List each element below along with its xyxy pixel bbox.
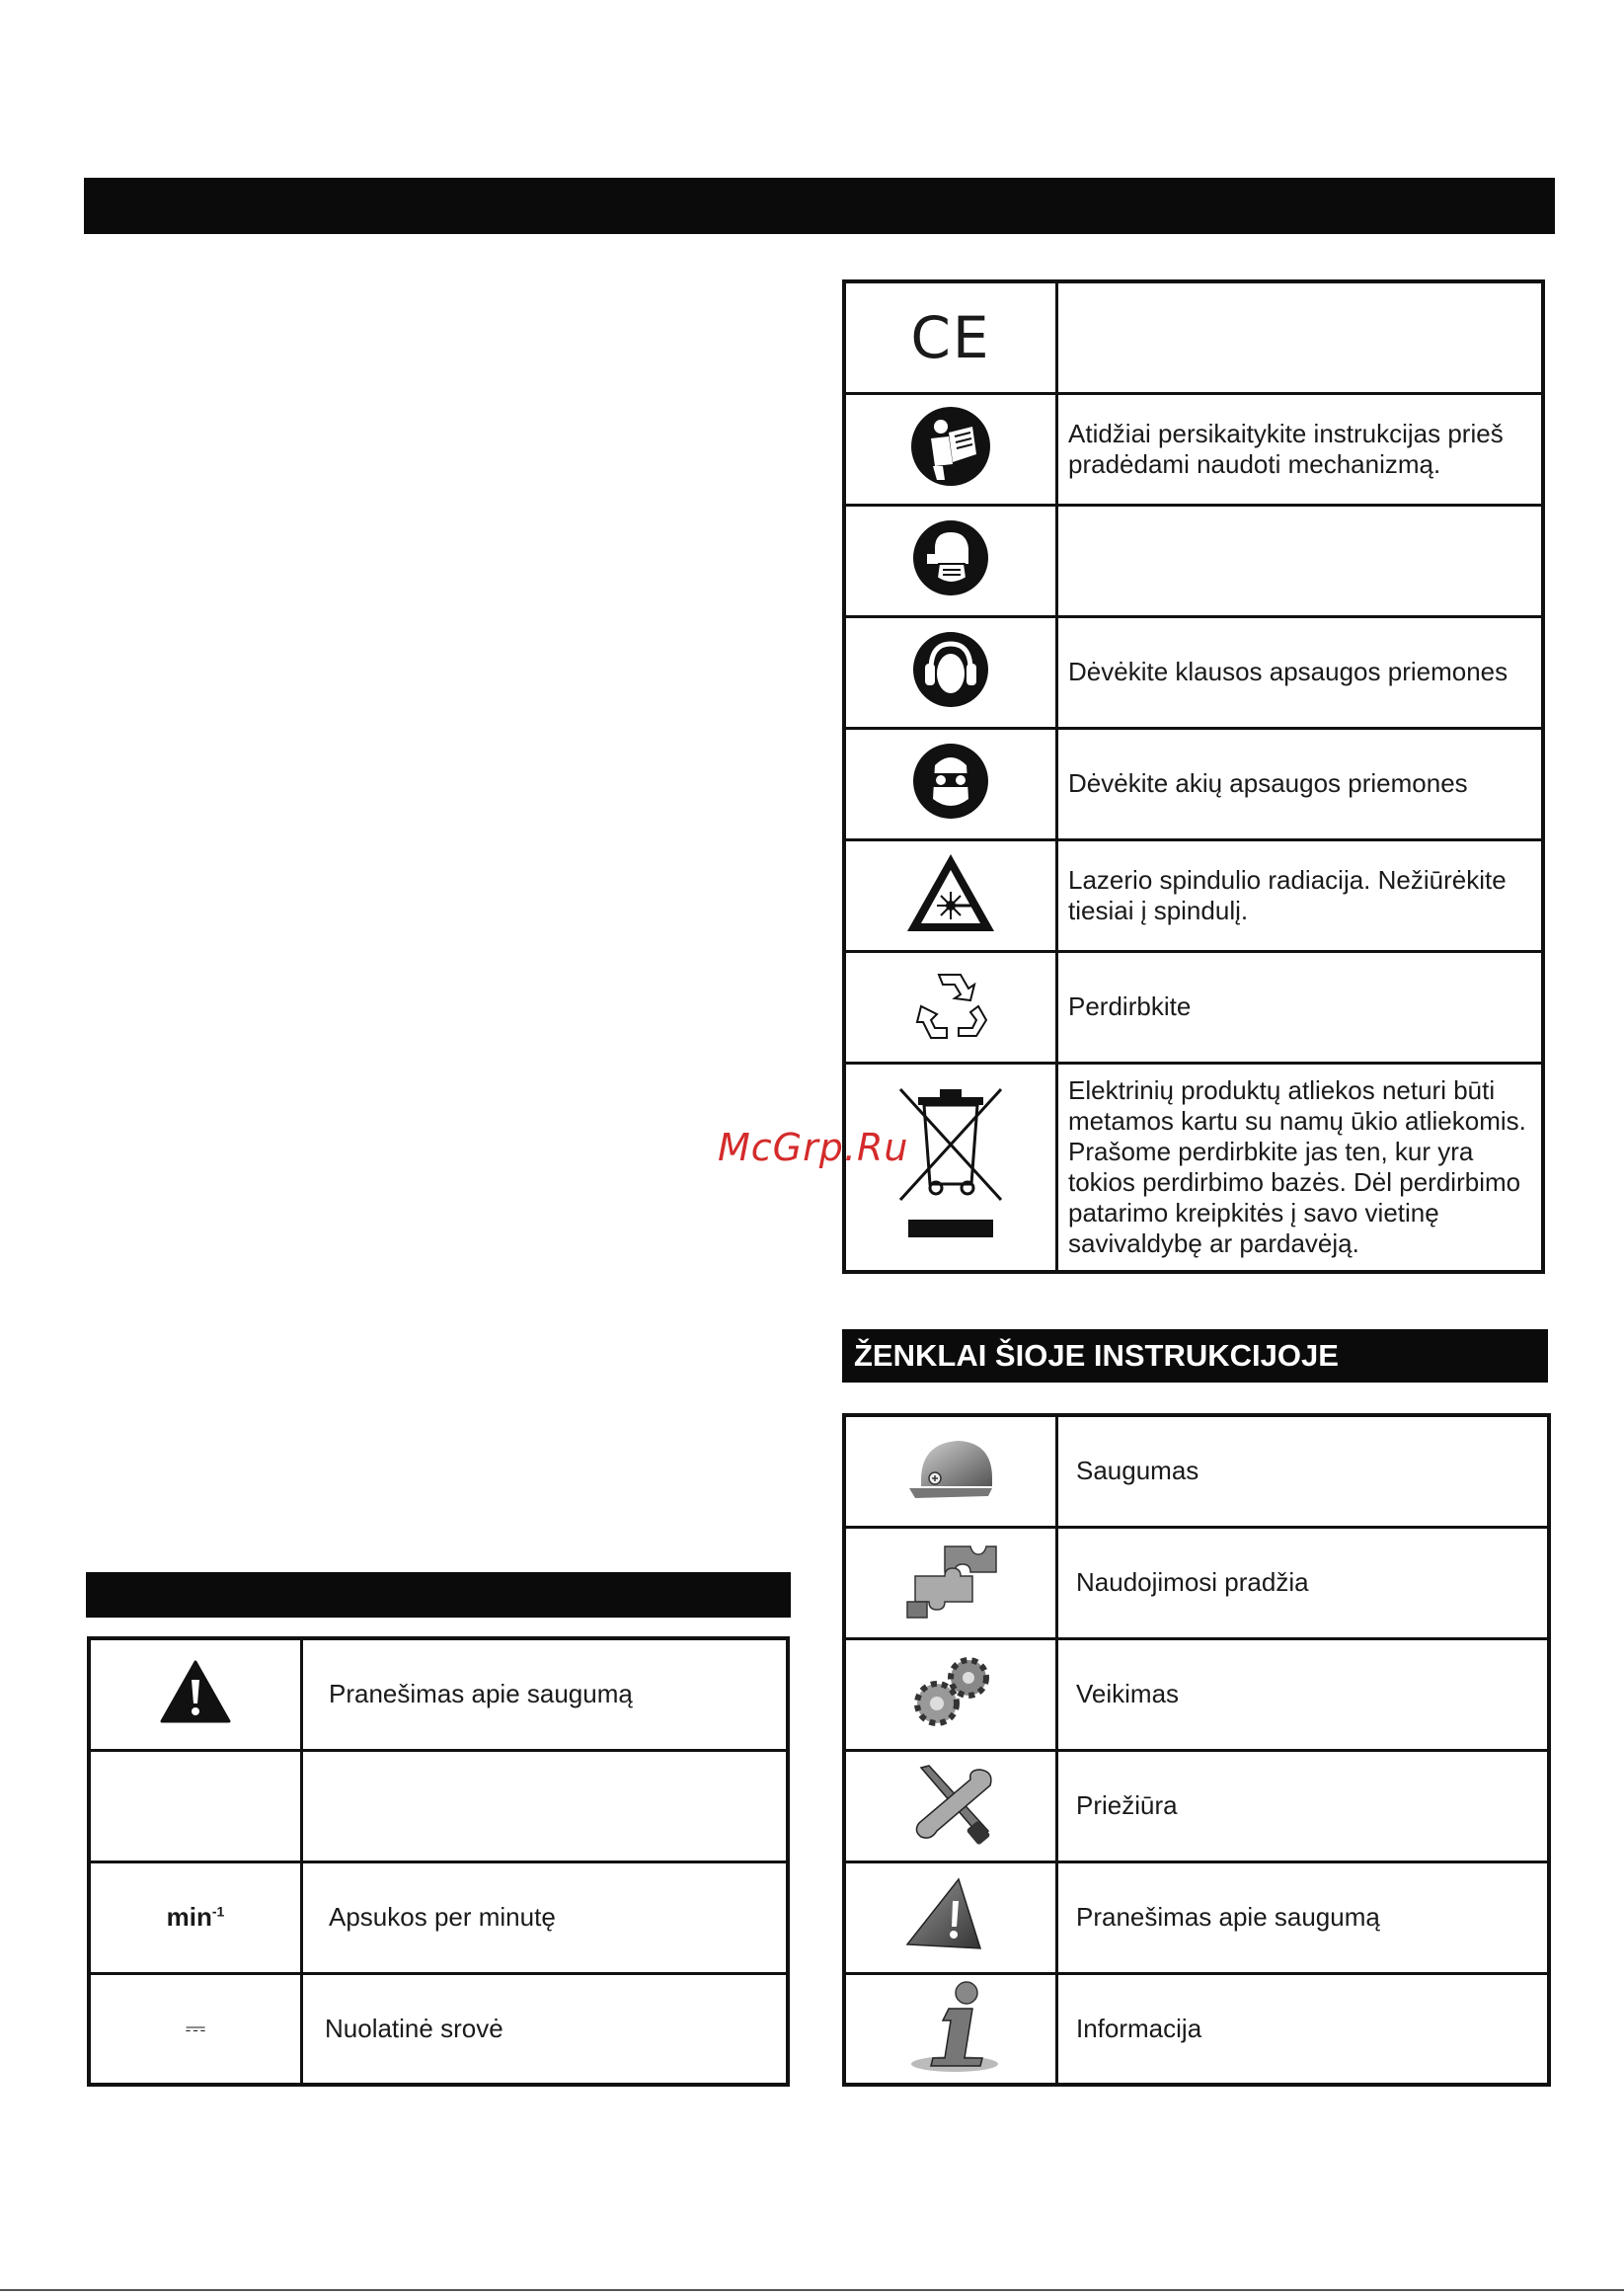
direct-current-icon: ⎓ <box>185 2013 206 2043</box>
table-row <box>844 1973 1549 2085</box>
table-row <box>89 1750 788 1861</box>
symbol-description: Perdirbkite <box>1057 951 1544 1063</box>
ear-protection-icon <box>911 630 990 709</box>
read-manual-icon <box>909 405 992 488</box>
info-icon <box>901 1979 1000 2074</box>
ce-mark-cell <box>844 281 1057 393</box>
laser-warning-icon <box>903 850 998 935</box>
eye-protection-icon <box>911 742 990 821</box>
table-row <box>844 616 1543 728</box>
warning-sign-icon <box>901 1875 1000 1954</box>
section-heading: ŽENKLAI ŠIOJE INSTRUKCIJOJE <box>842 1329 1548 1383</box>
recycle-icon <box>909 967 992 1042</box>
section-header-bar <box>86 1572 791 1618</box>
table-row <box>89 1638 788 1750</box>
gears-icon <box>901 1652 1000 1731</box>
sign-description: Informacija <box>1057 1973 1550 2085</box>
symbol-description: Nuolatinė srovė <box>302 1973 789 2085</box>
symbol-description <box>302 1750 789 1861</box>
table-row <box>844 1063 1543 1272</box>
symbol-description: Elektrinių produktų atliekos neturi būti metamos kartu su namų ūkio atliekomis. Prašome perdirbkite jas ten, kur yra tokios perdirbimo bazės. Dėl perdirbimo patarimo kreipkitės į savo vietinę savivaldybę ar pardavėją. <box>1057 1063 1544 1272</box>
symbol-description: Dėvėkite akių apsaugos priemones <box>1057 728 1544 839</box>
table-row <box>844 839 1543 951</box>
weee-bin-icon <box>896 1085 1005 1243</box>
tools-icon <box>901 1762 1000 1845</box>
rpm-symbol: $\min^{-1}$ <box>166 1902 225 1932</box>
ce-mark-icon: CE <box>910 303 991 371</box>
hard-hat-icon <box>901 1431 1000 1506</box>
warning-triangle-icon <box>160 1660 231 1723</box>
table-row <box>844 1861 1549 1973</box>
table-row <box>844 951 1543 1063</box>
sign-description: Naudojimosi pradžia <box>1057 1527 1550 1638</box>
table-row <box>844 505 1543 616</box>
manual-signs-table <box>842 1413 1551 2087</box>
sign-description: Pranešimas apie saugumą <box>1057 1861 1550 1973</box>
dust-mask-icon <box>911 518 990 597</box>
table-row <box>844 1638 1549 1750</box>
watermark: McGrp.Ru <box>718 1126 909 1169</box>
table-row <box>844 1750 1549 1861</box>
symbol-description: Dėvėkite klausos apsaugos priemones <box>1057 616 1544 728</box>
symbol-description: Apsukos per minutę <box>302 1861 789 1973</box>
symbol-description: Lazerio spindulio radiacija. Nežiūrėkite tiesiai į spindulį. <box>1057 839 1544 951</box>
sign-description: Priežiūra <box>1057 1750 1550 1861</box>
symbol-description: Atidžiai persikaitykite instrukcijas prieš pradėdami naudoti mechanizmą. <box>1057 393 1544 505</box>
table-row <box>844 281 1543 393</box>
symbol-description <box>1057 281 1544 393</box>
safety-symbols-table <box>842 279 1545 1274</box>
table-row <box>844 1415 1549 1527</box>
table-row <box>844 393 1543 505</box>
symbols-table <box>87 1636 790 2087</box>
sign-description: Saugumas <box>1057 1415 1550 1527</box>
footer-rule <box>0 2289 1624 2291</box>
table-row <box>89 1973 788 2085</box>
symbol-description: Pranešimas apie saugumą <box>302 1638 789 1750</box>
sign-description: Veikimas <box>1057 1638 1550 1750</box>
table-row <box>89 1861 788 1973</box>
symbol-description <box>1057 505 1544 616</box>
puzzle-pieces-icon <box>901 1541 1000 1620</box>
section-header-bar <box>84 178 1555 234</box>
table-row <box>844 728 1543 839</box>
table-row <box>844 1527 1549 1638</box>
